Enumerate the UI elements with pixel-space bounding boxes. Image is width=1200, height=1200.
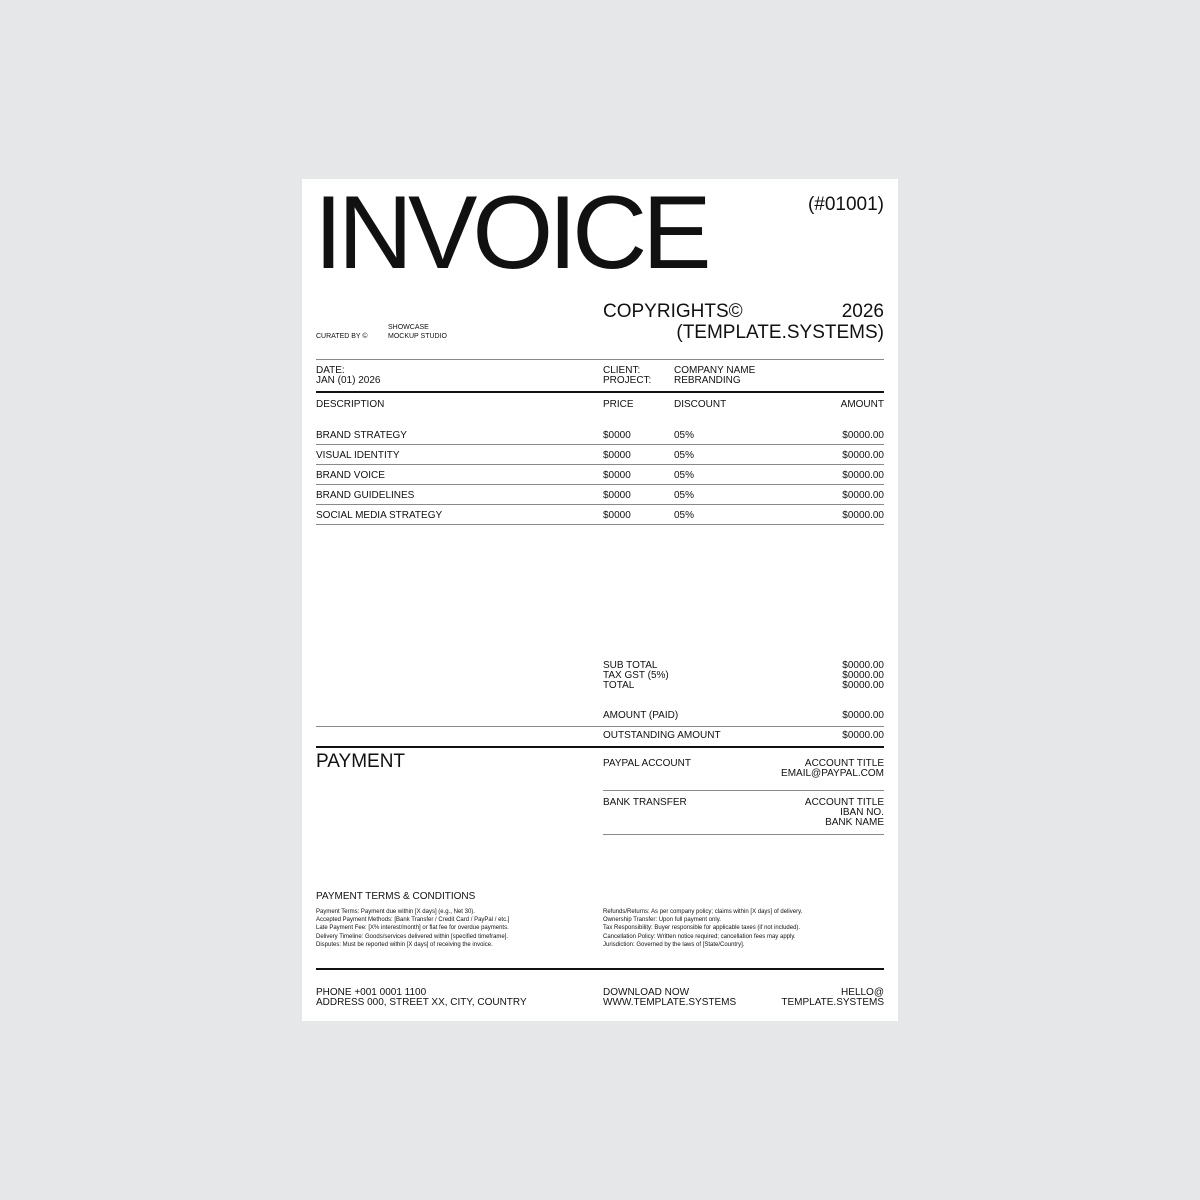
col-amount-header: AMOUNT [840, 399, 884, 410]
row-discount: 05% [674, 430, 695, 441]
invoice-title: INVOICE [314, 175, 707, 291]
subtotal-value: $0000.00 [842, 660, 884, 671]
row-price: $0000 [603, 510, 631, 521]
terms-line: Disputes: Must be reported within [X days] of receiving the invoice. [316, 941, 493, 948]
row-discount: 05% [674, 510, 695, 521]
row-discount: 05% [674, 470, 695, 481]
payment-heading: PAYMENT [316, 751, 406, 772]
terms-line: Late Payment Fee: [X% interest/month] or flat fee for overdue payments. [316, 925, 509, 932]
terms-line: Delivery Timeline: Goods/services delivered within [specified timeframe]. [316, 933, 509, 940]
invoice-sheet [302, 175, 898, 1021]
row-divider [316, 504, 884, 505]
col-discount-header: DISCOUNT [674, 399, 727, 410]
row-amount: $0000.00 [842, 430, 884, 441]
client-value: COMPANY NAME [674, 365, 756, 376]
row-description: BRAND STRATEGY [316, 430, 407, 441]
paypal-label: PAYPAL ACCOUNT [603, 758, 691, 769]
row-divider [316, 524, 884, 525]
row-price: $0000 [603, 490, 631, 501]
row-discount: 05% [674, 490, 695, 501]
row-amount: $0000.00 [842, 450, 884, 461]
showcase-line2: MOCKUP STUDIO [388, 333, 447, 340]
project-label: PROJECT: [603, 375, 652, 386]
row-amount: $0000.00 [842, 470, 884, 481]
divider-thick [316, 391, 884, 393]
date-value: JAN (01) 2026 [316, 375, 381, 386]
terms-left [316, 908, 509, 949]
footer-website: WWW.TEMPLATE.SYSTEMS [603, 997, 737, 1008]
row-divider [316, 444, 884, 445]
copyright-site: (TEMPLATE.SYSTEMS) [676, 322, 884, 343]
footer-download: DOWNLOAD NOW [603, 987, 690, 998]
row-description: BRAND VOICE [316, 470, 385, 481]
row-description: VISUAL IDENTITY [316, 450, 400, 461]
row-description: BRAND GUIDELINES [316, 490, 415, 501]
footer-hello: HELLO@ [841, 987, 884, 998]
curated-by: CURATED BY © [316, 333, 368, 340]
paypal-email: EMAIL@PAYPAL.COM [781, 768, 884, 779]
divider-thick [316, 746, 884, 748]
divider-thick [316, 968, 884, 970]
outstanding-value: $0000.00 [842, 730, 884, 741]
col-description-header: DESCRIPTION [316, 399, 385, 410]
terms-line: Accepted Payment Methods: [Bank Transfer / Credit Card / PayPal / etc.] [316, 917, 510, 924]
row-amount: $0000.00 [842, 490, 884, 501]
total-label: TOTAL [603, 680, 635, 691]
table-row [302, 491, 898, 511]
tax-value: $0000.00 [842, 670, 884, 681]
divider [316, 359, 884, 360]
divider [603, 834, 884, 835]
showcase-line1: SHOWCASE [388, 324, 429, 331]
client-label: CLIENT: [603, 365, 641, 376]
table-row [302, 511, 898, 531]
row-amount: $0000.00 [842, 510, 884, 521]
footer-phone: PHONE +001 0001 1100 [316, 987, 427, 998]
row-description: SOCIAL MEDIA STRATEGY [316, 510, 443, 521]
table-row [302, 431, 898, 451]
paid-label: AMOUNT (PAID) [603, 710, 679, 721]
row-price: $0000 [603, 450, 631, 461]
terms-line: Jurisdiction: Governed by the laws of [State/Country]. [603, 941, 745, 948]
outstanding-label: OUTSTANDING AMOUNT [603, 730, 721, 741]
table-row [302, 471, 898, 491]
table-row [302, 451, 898, 471]
terms-line: Tax Responsibility: Buyer responsible for applicable taxes (if not included). [603, 925, 801, 932]
footer-address: ADDRESS 000, STREET XX, CITY, COUNTRY [316, 997, 527, 1008]
copyright-year: 2026 [841, 301, 884, 322]
copyright-label: COPYRIGHTS© [603, 301, 743, 322]
row-price: $0000 [603, 470, 631, 481]
paid-value: $0000.00 [842, 710, 884, 721]
tax-label: TAX GST (5%) [603, 670, 669, 681]
bank-account-title: ACCOUNT TITLE [804, 797, 884, 808]
date-label: DATE: [316, 365, 345, 376]
bank-iban: IBAN NO. [840, 807, 884, 818]
subtotal-label: SUB TOTAL [603, 660, 658, 671]
terms-line: Refunds/Returns: As per company policy; claims within [X days] of delivery. [603, 909, 803, 915]
row-divider [316, 464, 884, 465]
terms-right [603, 908, 802, 949]
terms-line: Ownership Transfer: Upon full payment only. [603, 917, 721, 924]
row-discount: 05% [674, 450, 695, 461]
invoice-number: (#01001) [807, 194, 884, 215]
row-divider [316, 484, 884, 485]
bank-transfer-label: BANK TRANSFER [603, 797, 687, 808]
divider [316, 726, 884, 727]
divider [603, 790, 884, 791]
terms-heading: PAYMENT TERMS & CONDITIONS [316, 891, 476, 902]
terms-line: Cancellation Policy: Written notice required; cancellation fees may apply. [603, 933, 796, 940]
bank-name: BANK NAME [825, 817, 884, 828]
col-price-header: PRICE [603, 399, 634, 410]
row-price: $0000 [603, 430, 631, 441]
paypal-account-title: ACCOUNT TITLE [804, 758, 884, 769]
project-value: REBRANDING [674, 375, 741, 386]
terms-line: Payment Terms: Payment due within [X days] (e.g., Net 30). [316, 909, 475, 915]
total-value: $0000.00 [842, 680, 884, 691]
footer-email-domain: TEMPLATE.SYSTEMS [781, 997, 884, 1008]
